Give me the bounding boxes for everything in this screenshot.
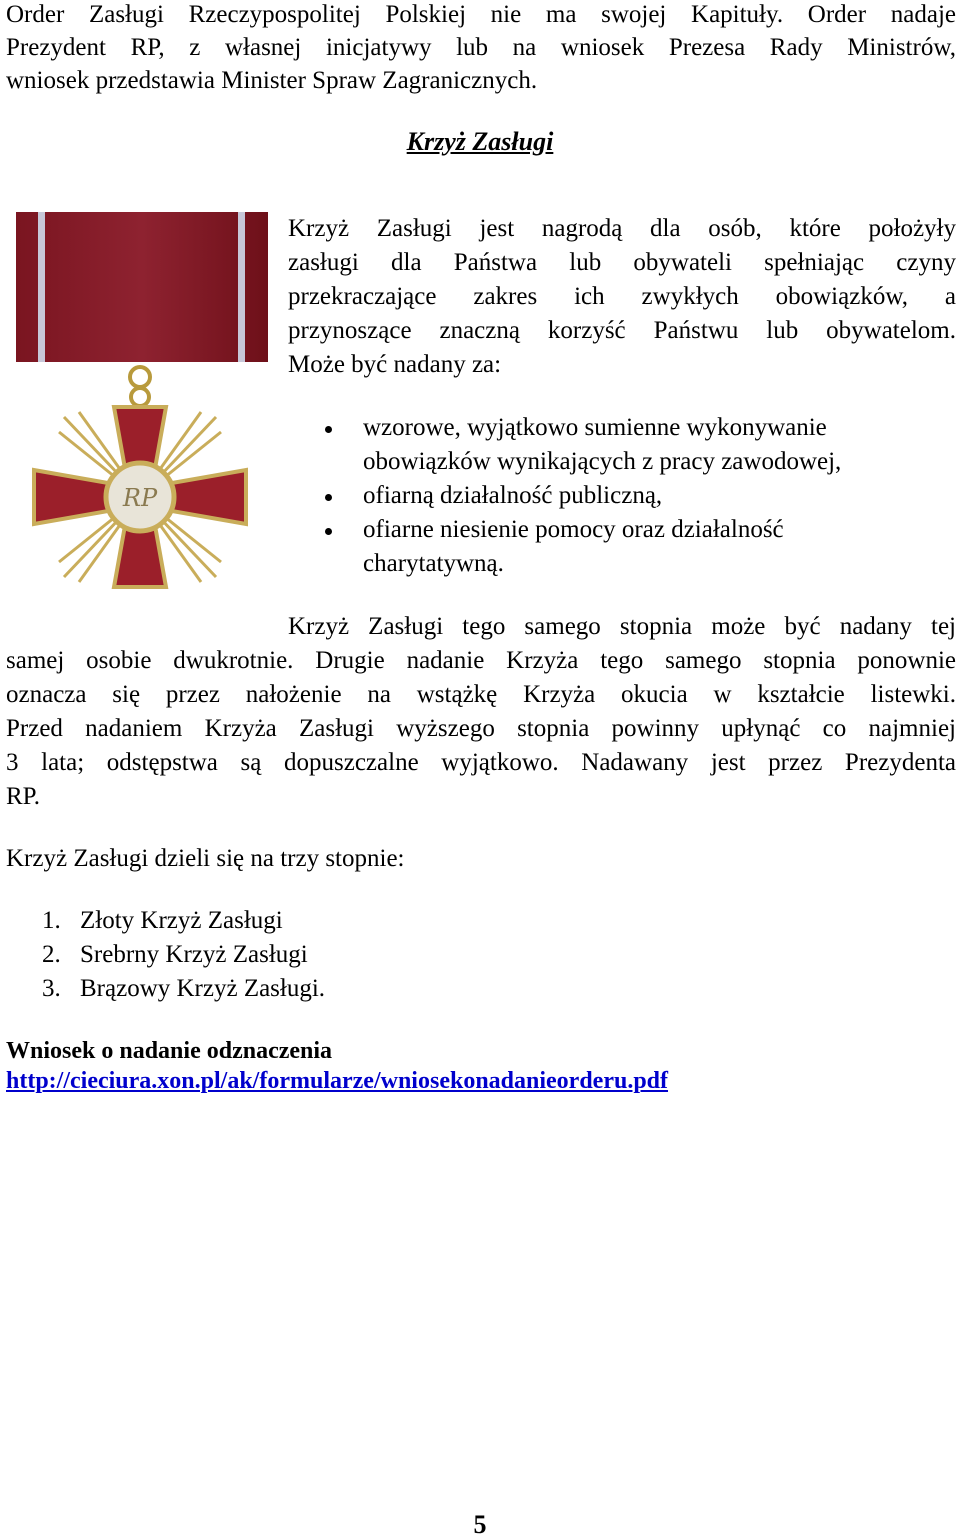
para2-line-4: Przed nadaniem Krzyża Zasługi wyższego stopnia powinny upłynąć co najmniej [6, 715, 956, 742]
degree-label: Brązowy Krzyż Zasługi. [80, 975, 326, 1002]
medal-monogram: RP [122, 484, 158, 512]
bullet-1-line-1: wzorowe, wyjątkowo sumienne wykonywanie [363, 414, 827, 441]
section-title: Krzyż Zasługi [406, 127, 554, 156]
intro-line-3: wniosek przedstawia Minister Spraw Zagranicznych. [6, 67, 538, 94]
degree-number: 3. [42, 975, 61, 1002]
desc-line-4: przynoszące znaczną korzyść Państwu lub obywatelom. [288, 317, 956, 344]
para2-line-5: 3 lata; odstępstwa są dopuszczalne wyjątkowo. Nadawany jest przez Prezydenta [6, 749, 956, 776]
bullet-3-line-1: ofiarne niesienie pomocy oraz działalność [363, 516, 784, 543]
bullet-1-line-2: obowiązków wynikających z pracy zawodowej, [363, 448, 842, 475]
bullet-2: ofiarną działalność publiczną, [363, 482, 663, 509]
bullet-marker [325, 426, 332, 433]
application-link[interactable]: http://cieciura.xon.pl/ak/formularze/wniosekonadanieorderu.pdf [6, 1068, 669, 1094]
medal-image [4, 212, 274, 622]
desc-line-2: zasługi dla Państwa lub obywateli spełniając czyny [288, 249, 956, 276]
para2-line-2: samej osobie dwukrotnie. Drugie nadanie Krzyża tego samego stopnia ponownie [6, 647, 956, 674]
bullet-marker [325, 528, 332, 535]
para2-line-3: oznacza się przez nałożenie na wstążkę Krzyża okucia w kształcie listewki. [6, 681, 956, 708]
degree-number: 1. [42, 907, 61, 934]
degree-label: Złoty Krzyż Zasługi [80, 907, 283, 934]
page-number: 5 [473, 1510, 487, 1539]
bullet-3-line-2: charytatywną. [363, 550, 504, 577]
para2-line-1: Krzyż Zasługi tego samego stopnia może być nadany tej [288, 613, 956, 640]
degree-label: Srebrny Krzyż Zasługi [80, 941, 308, 968]
application-heading: Wniosek o nadanie odznaczenia [6, 1038, 333, 1064]
desc-line-3: przekraczające zakres ich zwykłych obowiązków, a [288, 283, 956, 310]
intro-line-2: Prezydent RP, z własnej inicjatywy lub na wniosek Prezesa Rady Ministrów, [6, 34, 956, 61]
intro-line-1: Order Zasługi Rzeczypospolitej Polskiej nie ma swojej Kapituły. Order nadaje [6, 1, 956, 28]
para2-line-6: RP. [6, 783, 41, 810]
bullet-marker [325, 494, 332, 501]
degree-number: 2. [42, 941, 61, 968]
desc-line-1: Krzyż Zasługi jest nagrodą dla osób, które położyły [288, 215, 956, 242]
desc-line-5: Może być nadany za: [288, 351, 502, 378]
degrees-intro: Krzyż Zasługi dzieli się na trzy stopnie: [6, 845, 405, 872]
